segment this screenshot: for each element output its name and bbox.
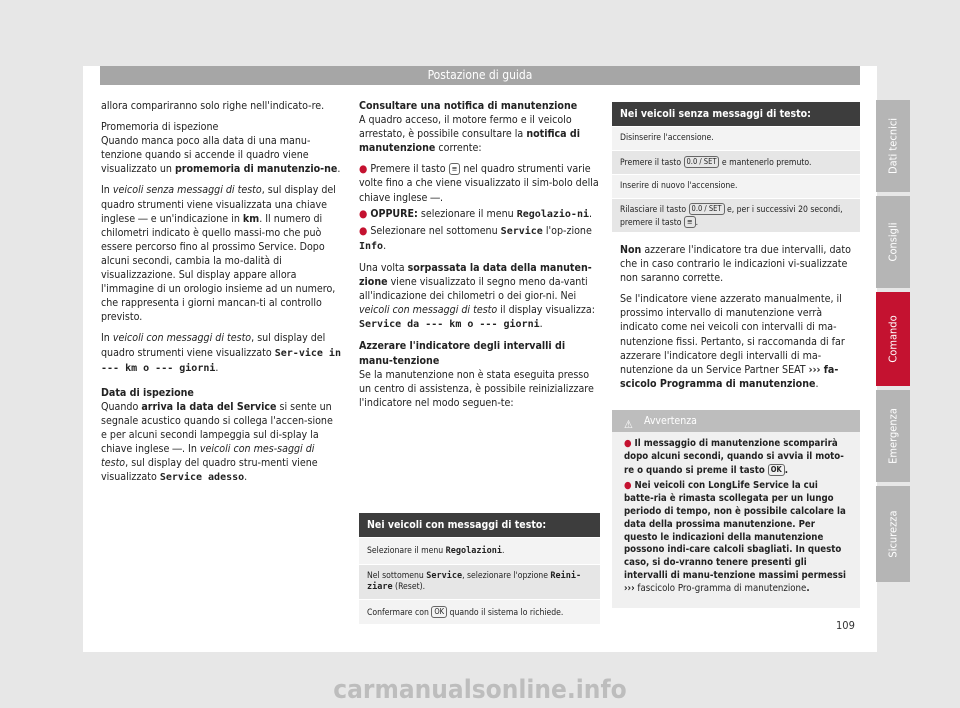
warning-item: ● Il messaggio di manutenzione scomparirà dopo alcuni secondi, quando si avvia il moto-re o quando si preme il tasto OK . bbox=[624, 438, 844, 476]
set-button-icon: 0.0 / SET bbox=[684, 156, 720, 168]
ok-button-icon: OK bbox=[431, 606, 447, 618]
wrench-icon: ― bbox=[430, 191, 440, 204]
box-step: Inserire di nuovo l'accensione. bbox=[612, 174, 860, 198]
warning-header: ⚠ Avvertenza bbox=[612, 410, 860, 432]
column-1 bbox=[101, 99, 341, 492]
box-title: Nei veicoli con messaggi di testo: bbox=[359, 513, 600, 537]
warning-box bbox=[612, 410, 860, 608]
paragraph: Quando arriva la data del Service si sente un segnale acustico quando si collega l'accen-sione e per alcuni secondi lampeggia sul di-splay la chiave inglese ―. In veicoli con mes-saggi di testo, sul display del quadro stru-menti viene visualizzato Service adesso. bbox=[101, 400, 333, 484]
menu-button-icon: ≡ bbox=[449, 163, 461, 175]
warning-triangle-icon: ⚠ bbox=[624, 418, 633, 431]
paragraph: Se la manutenzione non è stata eseguita presso un centro di assistenza, è possibile reinizializzare l'indicatore nel modo seguen-te: bbox=[359, 368, 594, 409]
sidebar-tab-emergenza[interactable]: Emergenza bbox=[876, 390, 910, 482]
paragraph: Una volta sorpassata la data della manuten-zione viene visualizzato il segno meno da-vanti all'indicazione dei chilometri o dei gior-ni. Nei veicoli con messaggi di testo il display visualizza: Service da --- km o --- giorni. bbox=[359, 261, 595, 331]
box-step: Nel sottomenu Service, selezionare l'opzione Reini-ziare (Reset). bbox=[359, 564, 600, 599]
list-item: ● Premere il tasto ≡ nel quadro strumenti varie volte fino a che viene visualizzato il sim-bolo della chiave inglese ―. bbox=[359, 163, 599, 204]
paragraph: allora compariranno solo righe nell'indicato-re. bbox=[101, 100, 325, 112]
box-step: Premere il tasto 0.0 / SET e mantenerlo premuto. bbox=[612, 150, 860, 174]
column-2 bbox=[359, 99, 601, 417]
sidebar-tab-comando[interactable]: Comando bbox=[876, 292, 910, 386]
wrench-icon: ― bbox=[138, 212, 148, 225]
watermark: carmanualsonline.info bbox=[333, 675, 627, 705]
menu-button-icon: ≡ bbox=[684, 216, 696, 228]
sidebar-tab-sicurezza[interactable]: Sicurezza bbox=[876, 486, 910, 582]
ok-button-icon: OK bbox=[768, 464, 785, 476]
warning-item: ● Nei veicoli con LongLife Service la cui batte-ria è rimasta scollegata per un lungo periodo di tempo, non è possibile calcolare la data della prossima manutenzione. Per questo le indicazioni della manutenzione possono indi-care calcoli sbagliati. In questo caso, si do-vranno tenere presenti gli intervalli di manu-tenzione massimi permessi ››› fascicolo Pro-gramma di manutenzione. bbox=[624, 480, 846, 594]
list-item: ● Selezionare nel sottomenu Service l'op-zione Info. bbox=[359, 224, 592, 252]
box-title: Nei veicoli senza messaggi di testo: bbox=[612, 102, 860, 126]
section-heading: Promemoria di ispezione bbox=[101, 121, 219, 134]
section-heading: Azzerare l'indicatore degli intervalli di manu-tenzione bbox=[359, 340, 566, 367]
paragraph: A quadro acceso, il motore fermo e il veicolo arrestato, è possibile consultare la notifica di manutenzione corrente: bbox=[359, 114, 581, 155]
sidebar-tab-dati-tecnici[interactable]: Dati tecnici bbox=[876, 100, 910, 192]
set-button-icon: 0.0 / SET bbox=[689, 203, 725, 215]
column-3 bbox=[620, 243, 860, 398]
section-heading: Consultare una notifica di manutenzione bbox=[359, 100, 578, 112]
paragraph: In veicoli senza messaggi di testo, sul display del quadro strumenti viene visualizzata una chiave inglese ― e un'indicazione in km. Il numero di chilometri indicato è quello massi-mo che può essere percorso fino al prossimo Service. Dopo alcuni secondi, cambia la mo-dalità di visualizzazione. Sul display appare allora l'immagine di un orologio insieme ad un numero, che rappresenta i giorni mancan-ti al controllo previsto. bbox=[101, 184, 336, 324]
page-number: 109 bbox=[836, 619, 855, 632]
paragraph: Se l'indicatore viene azzerato manualmente, il prossimo intervallo di manutenzione verrà indicato come nei veicoli con intervalli di ma-nutenzione fissi. Pertanto, si raccomanda di far azzerare l'indicatore degli intervalli di ma-nutenzione da un Service Partner SEAT ››› fa-scicolo Programma di manutenzione. bbox=[620, 293, 845, 390]
box-step: Confermare con OK quando il sistema lo richiede. bbox=[359, 599, 600, 624]
wrench-icon: ― bbox=[172, 443, 182, 456]
list-item: ● OPPURE: selezionare il menu Regolazio-ni. bbox=[359, 207, 593, 220]
box-step: Selezionare il menu Regolazioni. bbox=[359, 537, 600, 564]
box-step: Rilasciare il tasto 0.0 / SET e, per i successivi 20 secondi, premere il tasto ≡ . bbox=[612, 198, 860, 232]
paragraph: Quando manca poco alla data di una manu-tenzione quando si accende il quadro viene visualizzato un promemoria di manutenzio-ne. bbox=[101, 135, 341, 176]
paragraph: Non azzerare l'indicatore tra due intervalli, dato che in caso contrario le indicazioni vi-sualizzate non saranno corrette. bbox=[620, 244, 851, 285]
page-header: Postazione di guida bbox=[100, 66, 860, 85]
paragraph: In veicoli con messaggi di testo, sul display del quadro strumenti viene visualizzato Ser-vice in --- km o --- giorni. bbox=[101, 332, 341, 374]
procedure-box-text-messages bbox=[359, 513, 600, 624]
sidebar-tab-consigli[interactable]: Consigli bbox=[876, 196, 910, 288]
warning-body bbox=[612, 432, 860, 596]
box-step: Disinserire l'accensione. bbox=[612, 126, 860, 150]
procedure-box-no-text-messages bbox=[612, 102, 860, 232]
section-heading: Data di ispezione bbox=[101, 386, 194, 399]
